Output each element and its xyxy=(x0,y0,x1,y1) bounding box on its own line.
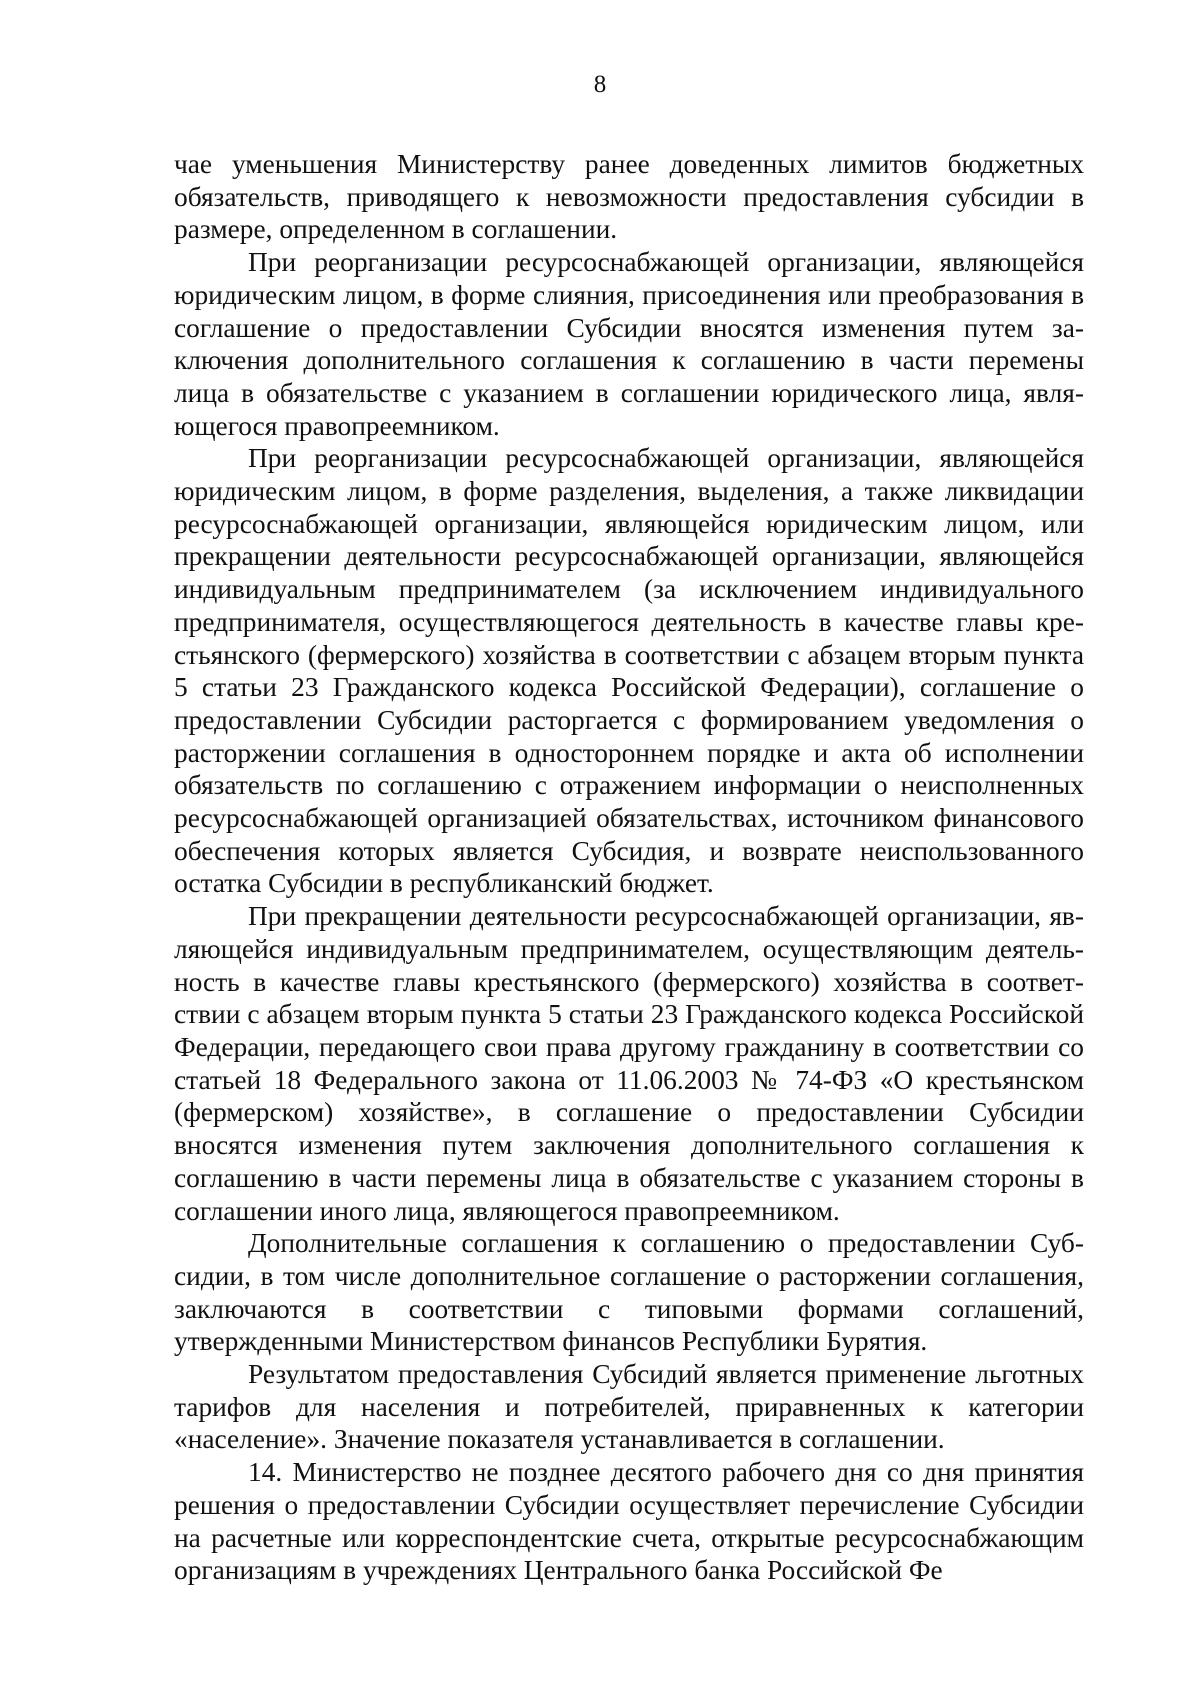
page-number: 8 xyxy=(593,71,607,98)
document-body xyxy=(174,148,1084,1587)
paragraph-continuation: чае уменьшения Министерству ранее доведенных лимитов бюджетных обязательств, приводящего к невозможности предоставления субсидии в размере, определенном в соглашении. xyxy=(174,149,1084,245)
paragraph-item-14: 14. Министерство не позднее десятого рабочего дня со дня принятия решения о предоставлении Субсидии осуществляет перечисление Субсидии на расчетные или корреспондентские счета, открытые ресурсоснабжающим организациям в учреждениях Центрального банка Российской Фе xyxy=(174,1457,1084,1586)
paragraph-termination-farm: При прекращении деятельности ресурсоснабжающей организации, являющейся индивидуальным предпринимателем, осуществляющим деятельность в качестве главы крестьянского (фермерского) хозяйства в соответствии с абзацем вторым пункта 5 статьи 23 Гражданского кодекса Российской Федерации, передающего свои права другому гражданину в соответствии со статьей 18 Федерального закона от 11.06.2003 № 74-ФЗ «О крестьянском (фермерском) хозяйстве», в соглашение о предоставлении Субсидии вносятся изменения путем заключения дополнительного соглашения к соглашению в части перемены лица в обязательстве с указанием стороны в соглашении иного лица, являющегося правопреемником. xyxy=(174,901,1084,1226)
paragraph-subsidy-result: Результатом предоставления Субсидий является применение льготных тарифов для населения и потребителей, приравненных к категории «население». Значение показателя устанавливается в соглашении. xyxy=(174,1359,1084,1455)
paragraph-additional-agreements: Дополнительные соглашения к соглашению о предоставлении Субсидии, в том числе дополнительное соглашение о расторжении соглашения, заключаются в соответствии с типовыми формами соглашений, утвержденными Министерством финансов Республики Бурятия. xyxy=(174,1228,1084,1357)
paragraph-reorganization-division: При реорганизации ресурсоснабжающей организации, являющейся юридическим лицом, в форме разделения, выделения, а также ликвидации ресурсоснабжающей организации, являющейся юридическим лицом, или прекращении деятельности ресурсоснабжающей организации, являющейся индивидуальным предпринимателем (за исключением индивидуального предпринимателя, осуществляющегося деятельность в качестве главы крестьянского (фермерского) хозяйства в соответствии с абзацем вторым пункта 5 статьи 23 Гражданского кодекса Российской Федерации), соглашение о предоставлении Субсидии расторгается с формированием уведомления о расторжении соглашения в одностороннем порядке и акта об исполнении обязательств по соглашению с отражением информации о неисполненных ресурсоснабжающей организацией обязательствах, источником финансового обеспечения которых является Субсидия, и возврате неиспользованного остатка Субсидии в республиканский бюджет. xyxy=(174,443,1084,899)
paragraph-reorganization-merger: При реорганизации ресурсоснабжающей организации, являющейся юридическим лицом, в форме слияния, присоединения или преобразования в соглашение о предоставлении Субсидии вносятся изменения путем заключения дополнительного соглашения к соглашению в части перемены лица в обязательстве с указанием в соглашении юридического лица, являющегося правопреемником. xyxy=(174,247,1084,441)
